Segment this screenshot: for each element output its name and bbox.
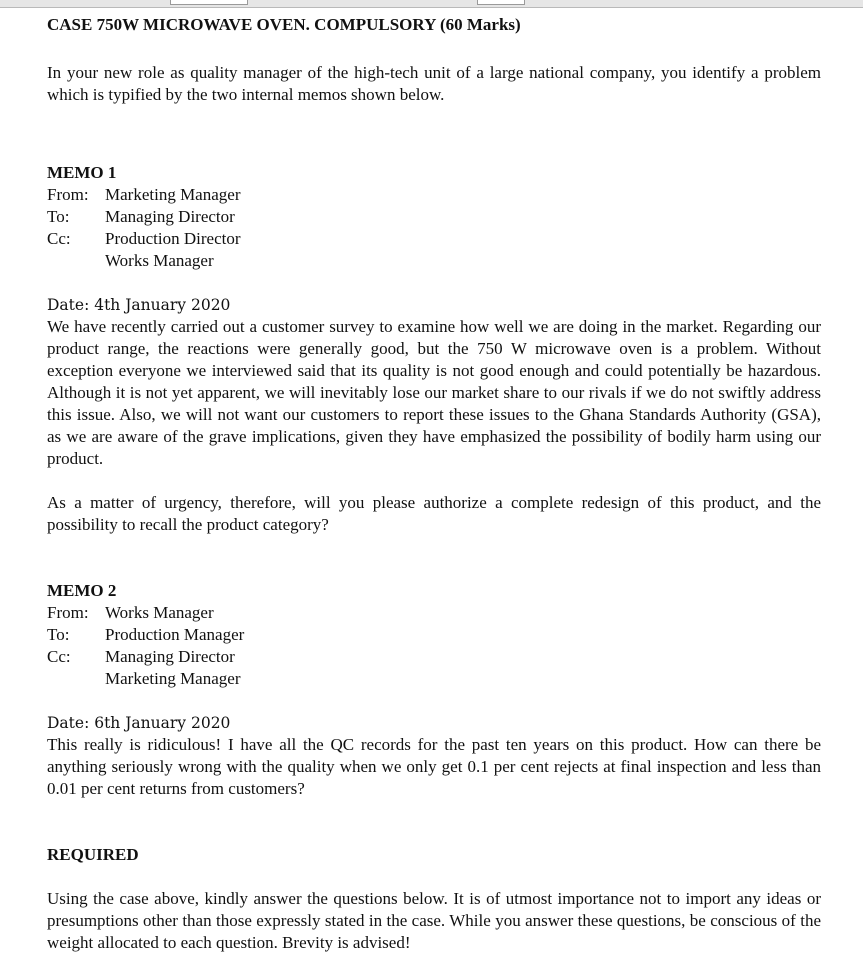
memo-2-body: This really is ridiculous! I have all the QC records for the past ten years on this product. How can there be anything seriously wrong with the quality when we only get 0.1 per cent rejects at final inspection and less than 0.01 per cent returns from customers? <box>47 735 821 798</box>
memo-2-to-row <box>47 624 821 646</box>
cc-label: Cc: <box>47 647 71 666</box>
memo-2-date: Date: 6th January 2020 <box>47 714 231 732</box>
toolbar-control[interactable] <box>477 0 525 5</box>
memo-2-cc-1: Managing Director <box>105 647 235 666</box>
memo-1-heading: MEMO 1 <box>47 163 117 182</box>
memo-1-cc-1: Production Director <box>105 229 241 248</box>
from-label: From: <box>47 185 89 204</box>
memo-2-cc-row <box>47 646 821 668</box>
to-label: To: <box>47 207 70 226</box>
cc-label: Cc: <box>47 229 71 248</box>
to-label: To: <box>47 625 70 644</box>
memo-1-body: We have recently carried out a customer survey to examine how well we are doing in the market. Regarding our product range, the reactions were generally good, but the 750 W microwave oven is a problem. Without exception everyone we interviewed said that its quality is not good enough and could potentially be hazardous. Although it is not yet apparent, we will inevitably lose our market share to our rivals if we do not swiftly address this issue. Also, we will not want our customers to report these issues to the Ghana Standards Authority (GSA), as we are aware of the grave implications, given they have emphasized the possibility of bodily harm using our product. <box>47 317 821 468</box>
memo-2-to: Production Manager <box>105 625 245 644</box>
memo-1-from-row <box>47 184 821 206</box>
case-title: CASE 750W MICROWAVE OVEN. COMPULSORY (60 Marks) <box>47 15 521 34</box>
document-page <box>47 14 821 954</box>
memo-2 <box>47 580 821 800</box>
memo-1-cc-row-2 <box>47 250 821 272</box>
memo-1-to-row <box>47 206 821 228</box>
intro-paragraph: In your new role as quality manager of the high-tech unit of a large national company, you identify a problem which is typified by the two internal memos shown below. <box>47 63 821 104</box>
memo-2-from: Works Manager <box>105 603 214 622</box>
memo-1-cc-2: Works Manager <box>105 251 214 270</box>
memo-2-from-row <box>47 602 821 624</box>
viewer-top-edge <box>0 0 863 8</box>
memo-1 <box>47 162 821 536</box>
memo-1-to: Managing Director <box>105 207 235 226</box>
from-label: From: <box>47 603 89 622</box>
memo-1-date: Date: 4th January 2020 <box>47 296 231 314</box>
required-body: Using the case above, kindly answer the questions below. It is of utmost importance not to import any ideas or presumptions other than those expressly stated in the case. While you answer these questions, be conscious of the weight allocated to each question. Brevity is advised! <box>47 889 821 952</box>
memo-2-heading: MEMO 2 <box>47 581 117 600</box>
required-heading: REQUIRED <box>47 845 139 864</box>
toolbar-control[interactable] <box>170 0 248 5</box>
memo-2-cc-row-2 <box>47 668 821 690</box>
memo-1-cc-row <box>47 228 821 250</box>
memo-1-from: Marketing Manager <box>105 185 241 204</box>
memo-1-request: As a matter of urgency, therefore, will you please authorize a complete redesign of this product, and the possibility to recall the product category? <box>47 493 821 534</box>
memo-2-cc-2: Marketing Manager <box>105 669 241 688</box>
required-section <box>47 844 821 954</box>
